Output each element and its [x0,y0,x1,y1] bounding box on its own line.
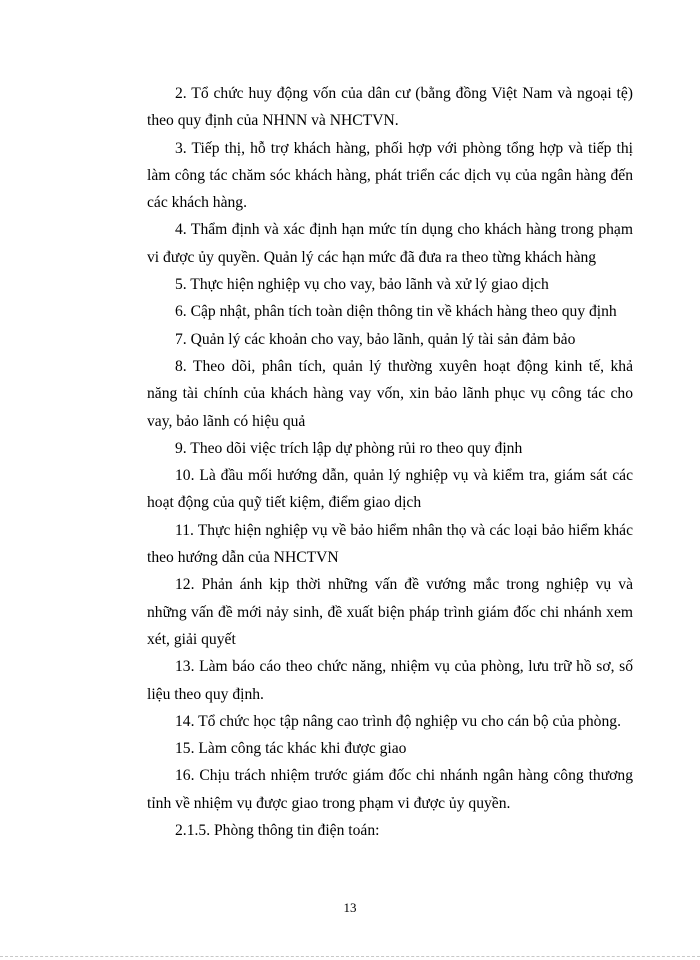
page-bottom-divider [0,956,700,957]
paragraph-item-13: 13. Làm báo cáo theo chức năng, nhiệm vụ của phòng, lưu trữ hồ sơ, số liệu theo quy định. [147,658,633,703]
paragraph-item-12: 12. Phản ánh kịp thời những vấn đề vướng mắc trong nghiệp vụ và những vấn đề mới nảy sinh, đề xuất biện pháp trình giám đốc chi nhánh xem xét, giải quyết [147,576,633,648]
paragraph-item-16: 16. Chịu trách nhiệm trước giám đốc chi nhánh ngân hàng công thương tỉnh về nhiệm vụ được giao trong phạm vi được ủy quyền. [147,767,633,812]
paragraph-item-5: 5. Thực hiện nghiệp vụ cho vay, bảo lãnh và xử lý giao dịch [175,276,549,294]
paragraph-item-8: 8. Theo dõi, phân tích, quản lý thường xuyên hoạt động kinh tế, khả năng tài chính của khách hàng vay vốn, xin bảo lãnh phục vụ công tác cho vay, bảo lãnh có hiệu quả [147,357,633,430]
paragraph-item-7: 7. Quản lý các khoản cho vay, bảo lãnh, quản lý tài sản đảm bảo [175,330,576,348]
paragraph-item-10: 10. Là đầu mối hướng dẫn, quản lý nghiệp vụ và kiểm tra, giám sát các hoạt động của quỹ tiết kiệm, điểm giao dịch [147,467,633,512]
page-number: 13 [343,900,357,915]
paragraph-item-15: 15. Làm công tác khác khi được giao [175,740,407,758]
paragraph-item-11: 11. Thực hiện nghiệp vụ về bảo hiểm nhân thọ và các loại bảo hiểm khác theo hướng dẫn của NHCTVN [147,521,633,567]
document-body [147,80,633,844]
paragraph-item-3: 3. Tiếp thị, hỗ trợ khách hàng, phối hợp với phòng tổng hợp và tiếp thị làm công tác chăm sóc khách hàng, phát triển các dịch vụ của ngân hàng đến các khách hàng. [147,139,633,212]
paragraph-item-2: 2. Tổ chức huy động vốn của dân cư (bằng đồng Việt Nam và ngoại tệ) theo quy định của NHNN và NHCTVN. [147,85,633,130]
section-heading: 2.1.5. Phòng thông tin điện toán: [175,822,380,840]
paragraph-item-4: 4. Thẩm định và xác định hạn mức tín dụng cho khách hàng trong phạm vi được ủy quyền. Quản lý các hạn mức đã đưa ra theo từng khách hàng [147,221,633,266]
paragraph-item-14: 14. Tổ chức học tập nâng cao trình độ nghiệp vu cho cán bộ của phòng. [175,712,621,730]
paragraph-item-6: 6. Cập nhật, phân tích toàn diện thông tin về khách hàng theo quy định [175,303,617,321]
paragraph-item-9: 9. Theo dõi việc trích lập dự phòng rủi ro theo quy định [175,439,523,457]
